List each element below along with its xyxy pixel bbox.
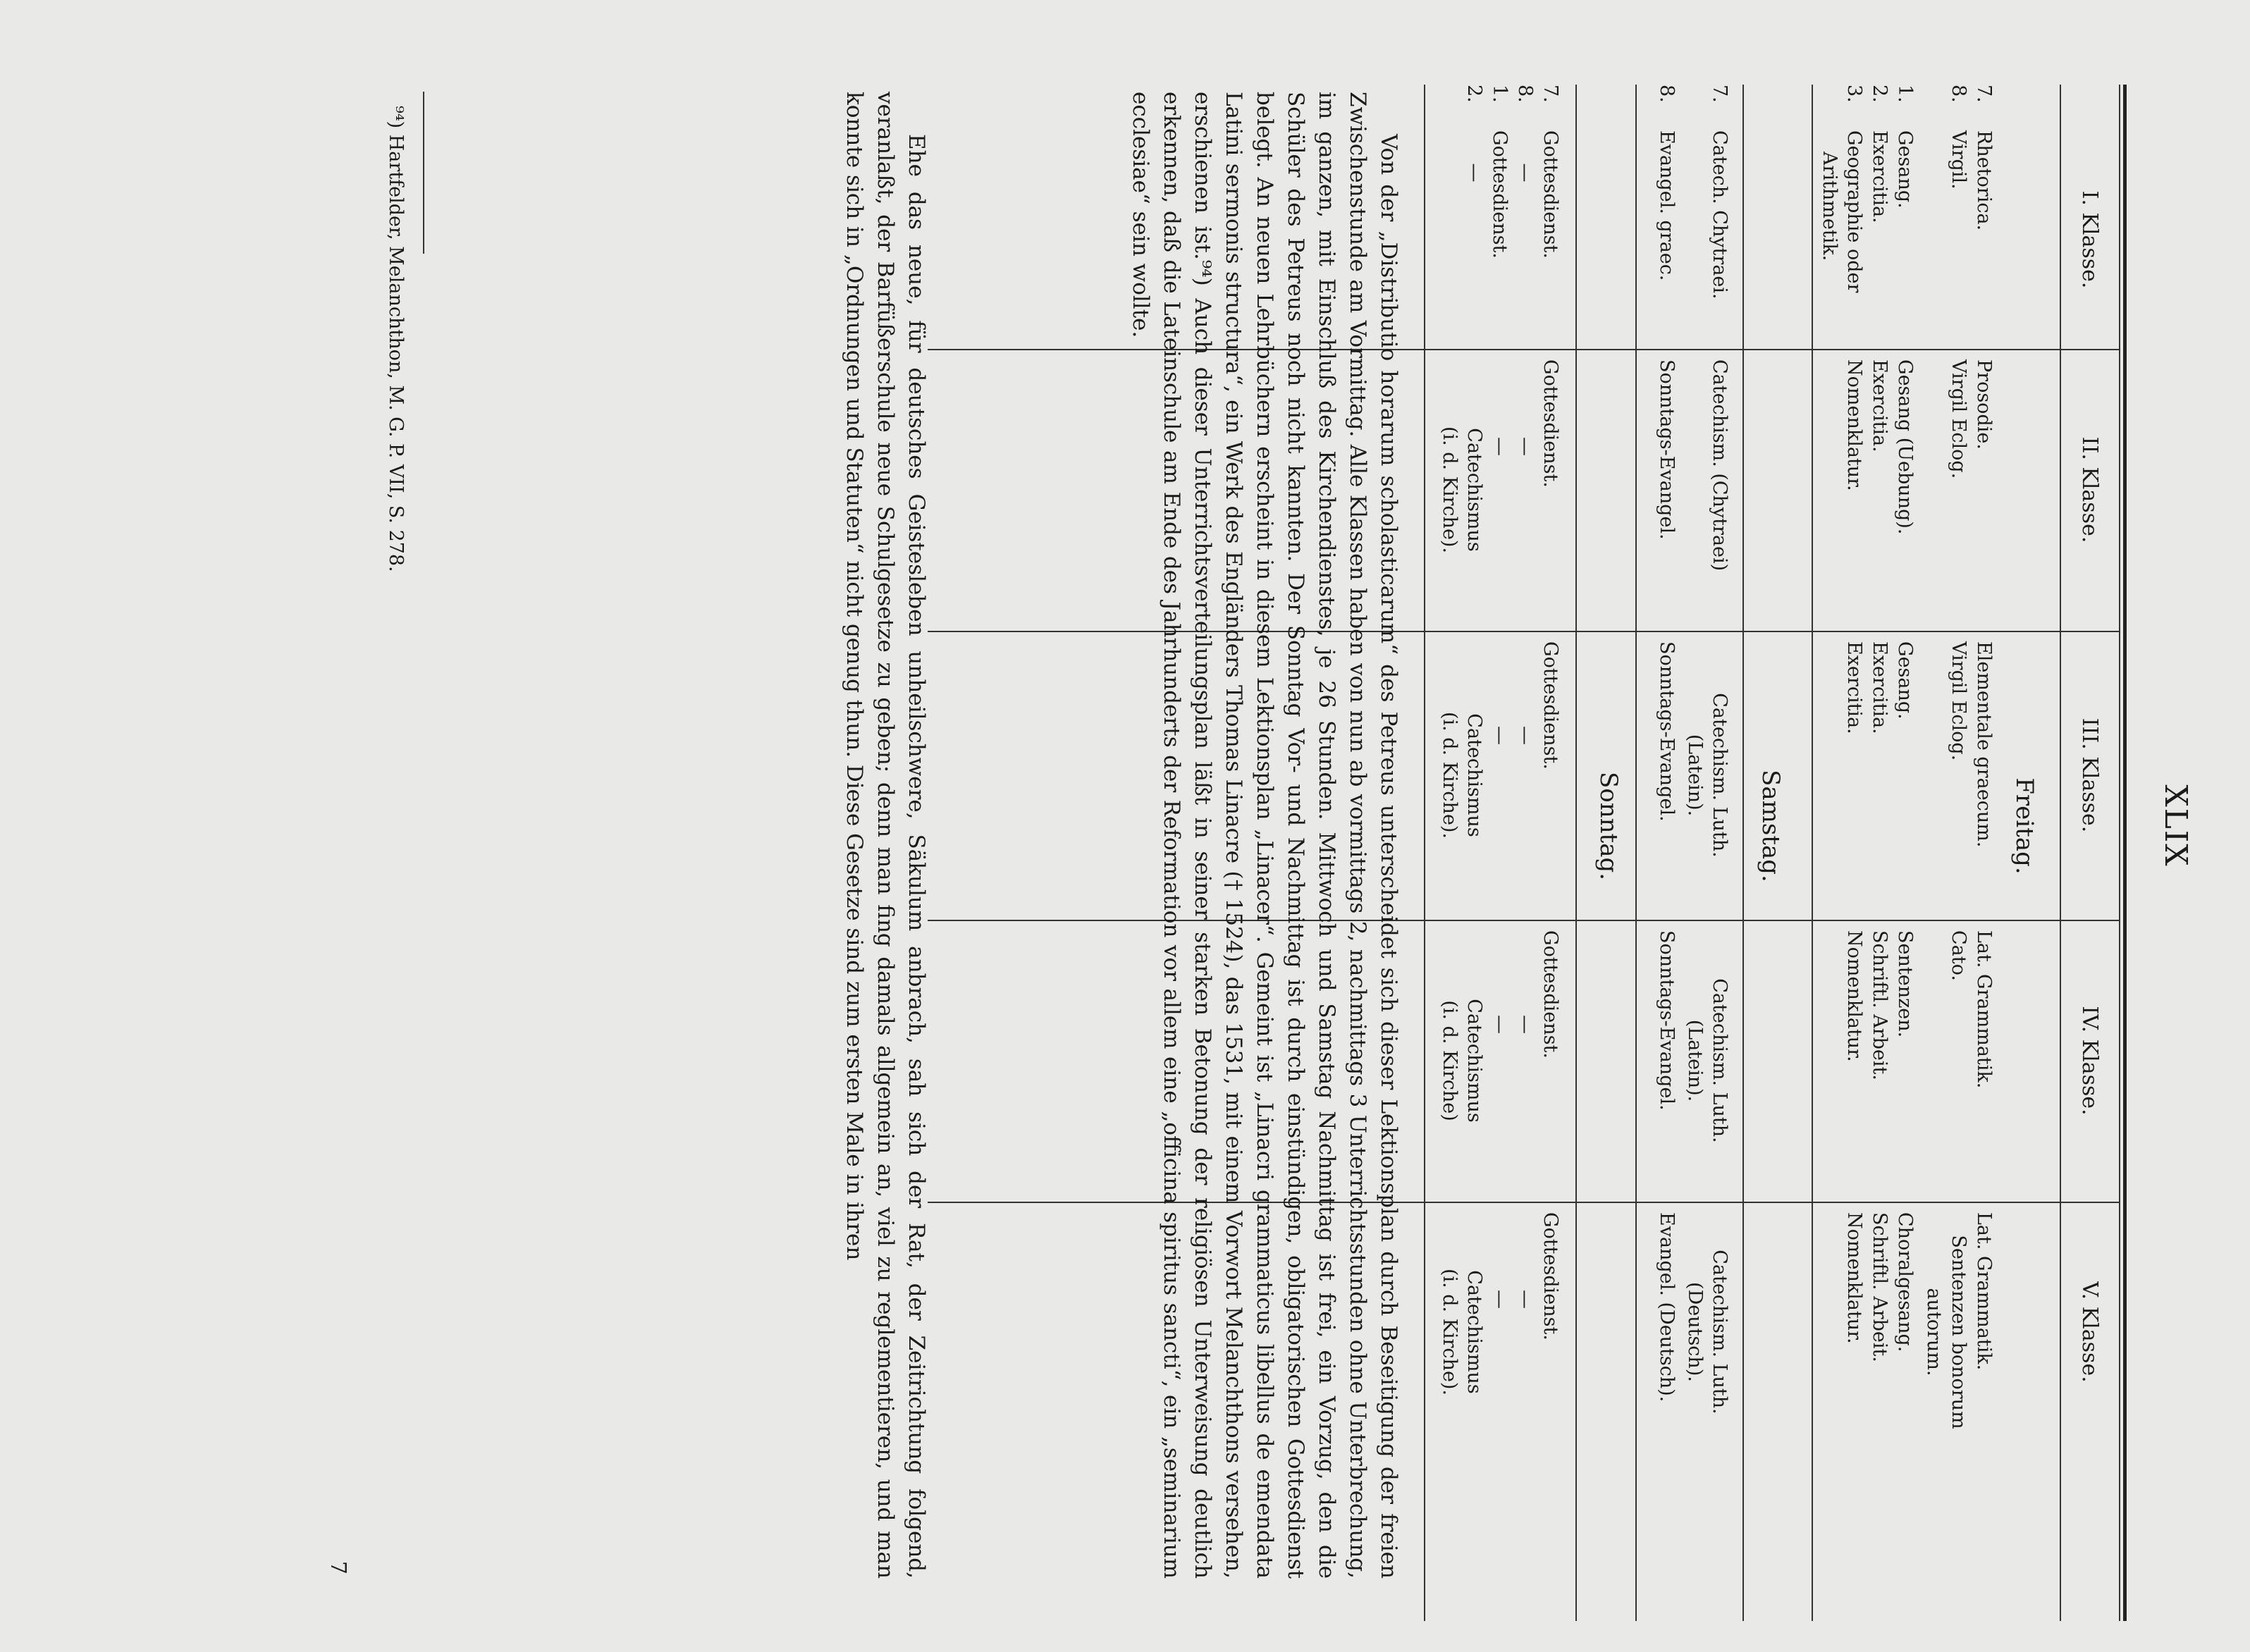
- day-title-sonntag: Sonntag.: [1594, 771, 1623, 881]
- table-cell: Catechism. (Chytraei): [1709, 359, 1730, 572]
- day-title-freitag: Freitag.: [2010, 777, 2039, 875]
- hour-label: 8.: [1948, 85, 1969, 103]
- table-cell: Lat. Grammatik.: [1973, 930, 1995, 1089]
- table-cell: —: [1489, 1015, 1511, 1034]
- column-separator: [928, 1202, 2119, 1203]
- table-cell: Gesang (Uebung).: [1894, 359, 1916, 535]
- cell-line: Catechism. Luth.: [1709, 978, 1730, 1143]
- table-cell: Rhetorica.: [1973, 130, 1995, 231]
- table-cell: Nomenklatur.: [1843, 930, 1865, 1062]
- table-cell: Gottesdienst.: [1539, 930, 1561, 1059]
- table-cell: Evangel. (Deutsch).: [1656, 1212, 1678, 1403]
- body-paragraph: Ehe das neue, für deutsches Geistesleben unheilschwere, Säkulum anbrach, sah sich der Rat, der Zeitrichtung folgend, veranlaßt, der Barfüßerschule neue Schulgesetze zu geben; denn man fing damals allgemein an, viel zu reglementieren, und man konnte sich in „Ordnungen und Statuten“ nicht genug thun. Diese Gesetze sind zum ersten Male in ihren: [842, 92, 929, 1579]
- cell-line: (i. d. Kirche).: [1439, 711, 1461, 839]
- table-cell: Gottesdienst.: [1539, 359, 1561, 488]
- cell-line: Catechismus: [1463, 713, 1485, 837]
- hour-label: 1.: [1894, 85, 1916, 103]
- table-cell: Exercitia.: [1869, 130, 1891, 223]
- table-cell: Exercitia.: [1869, 641, 1891, 734]
- table-cell: [1817, 130, 1867, 292]
- cell-line: Catechismus: [1463, 428, 1485, 552]
- section-rule: [1812, 85, 1813, 1621]
- section-rule: [1575, 85, 1577, 1621]
- header-class-3: III. Klasse.: [2077, 717, 2102, 833]
- cell-line: (i. d. Kirche).: [1439, 1268, 1461, 1396]
- table-cell: [1437, 634, 1487, 916]
- header-bottom-rule: [2060, 85, 2061, 1621]
- table-cell: —: [1463, 163, 1485, 183]
- cell-line: Geographie oder: [1843, 130, 1865, 293]
- cell-line: Catechismus: [1463, 1270, 1485, 1394]
- table-cell: Nomenklatur.: [1843, 359, 1865, 491]
- table-cell: —: [1514, 163, 1536, 183]
- cell-line: (Latein).: [1684, 734, 1706, 817]
- table-cell: —: [1514, 437, 1536, 456]
- cell-line: (i. d. Kirche).: [1439, 426, 1461, 554]
- table-cell: Lat. Grammatik.: [1973, 1212, 1995, 1371]
- table-cell: Exercitia.: [1843, 641, 1865, 734]
- hour-label: 8.: [1656, 85, 1678, 103]
- table-cell: —: [1489, 437, 1511, 456]
- table-cell: Catech. Chytraei.: [1709, 130, 1730, 300]
- header-class-1: I. Klasse.: [2077, 190, 2102, 289]
- header-class-2: II. Klasse.: [2077, 436, 2102, 543]
- table-cell: Schriftl. Arbeit.: [1869, 930, 1891, 1080]
- table-cell: Virgil Eclog.: [1948, 641, 1969, 761]
- table-cell: Sentenzen.: [1894, 930, 1916, 1038]
- table-cell: Gottesdienst.: [1539, 641, 1561, 770]
- table-cell: Virgil.: [1948, 130, 1969, 190]
- column-separator: [928, 631, 2119, 632]
- hour-label: 8.: [1514, 85, 1536, 103]
- cell-line: autorum.: [1923, 1288, 1945, 1376]
- table-cell: —: [1489, 1290, 1511, 1309]
- hour-label: 1.: [1489, 85, 1511, 103]
- table-top-rule: [2123, 85, 2127, 1621]
- table-cell: [1437, 352, 1487, 627]
- table-cell: Evangel. graec.: [1656, 130, 1678, 281]
- table-cell: [1683, 923, 1732, 1198]
- cell-line: Sentenzen bonorum: [1948, 1235, 1969, 1429]
- table-cell: Cato.: [1948, 930, 1969, 981]
- header-class-5: V. Klasse.: [2077, 1281, 2102, 1383]
- table-cell: Sonntags-Evangel.: [1656, 930, 1678, 1111]
- table-cell: Schriftl. Arbeit.: [1869, 1212, 1891, 1362]
- table-cell: —: [1514, 1290, 1536, 1309]
- cell-line: Catechism. Luth.: [1709, 693, 1730, 858]
- table-cell: Sonntags-Evangel.: [1656, 359, 1678, 540]
- cell-line: (i. d. Kirche): [1439, 1000, 1461, 1121]
- footnote-rule: [423, 92, 424, 254]
- table-top-rule-inner: [2119, 85, 2120, 1621]
- body-paragraph: Von der „Distributio horarum scholasticarum“ des Petreus unterscheidet sich dieser Lektionsplan durch Beseitigung der freien Zwischenstunde am Vormittag. Alle Klassen haben von nun ab vormittags 2, nachmittags 3 Unterrichtsstunden ohne Unterbrechung, im ganzen, mit Einschluß des Kirchendienstes, je 26 Stunden. Mittwoch und Samstag Nachmittag ist frei, ein Vorzug, den die Schüler des Petreus noch nicht kannten. Der Sonntag Vor- und Nachmittag ist durch einstündigen, obligatorischen Gottesdienst belegt. An neuen Lehrbüchern erscheint in diesem Lektionsplan „Linacer“. Gemeint ist „Linacri grammaticus libellus de emendata Latini sermonis structura“, ein Werk des Engländers Thomas Linacre († 1524), das 1531, mit einem Vorwort Melanchthons versehen, erschienen ist.⁹⁴) Auch dieser Unterrichtsverteilungsplan läßt in seiner starken Betonung der religiösen Unterweisung deutlich erkennen, daß die Lateinschule am Ende des Jahrhunderts der Reformation vor allem eine „officina spiritus sancti“, ein „seminarium ecclesiae“ sein wollte.: [1128, 92, 1401, 1579]
- table-cell: Gottesdienst.: [1489, 130, 1511, 259]
- table-cell: —: [1489, 726, 1511, 745]
- cell-line: Catechismus: [1463, 999, 1485, 1123]
- cell-line: (Latein).: [1684, 1019, 1706, 1102]
- table-cell: Choralgesang.: [1894, 1212, 1916, 1352]
- hour-label: 7.: [1709, 85, 1730, 103]
- table-cell: Prosodie.: [1973, 359, 1995, 450]
- table-cell: Gesang.: [1894, 130, 1916, 209]
- table-cell: —: [1514, 1015, 1536, 1034]
- footnote: ⁹⁴) Hartfelder, Melanchthon, M. G. P. VII, S. 278.: [385, 106, 407, 572]
- table-cell: Elementale graecum.: [1973, 641, 1995, 848]
- column-separator: [928, 349, 2119, 350]
- table-bottom-rule: [1424, 85, 1425, 1621]
- hour-label: 7.: [1539, 85, 1561, 103]
- table-cell: [1683, 634, 1732, 916]
- table-cell: [1437, 923, 1487, 1198]
- table-cell: [1437, 1205, 1487, 1459]
- section-rule: [1742, 85, 1744, 1621]
- table-cell: —: [1514, 726, 1536, 745]
- day-title-samstag: Samstag.: [1757, 770, 1785, 882]
- page-number: XLIX: [2158, 784, 2194, 868]
- table-cell: Virgil Eclog.: [1948, 359, 1969, 479]
- header-class-4: IV. Klasse.: [2077, 1006, 2102, 1116]
- hour-label: 7.: [1973, 85, 1995, 103]
- hour-label: 2.: [1869, 85, 1891, 103]
- hour-label: 3.: [1843, 85, 1865, 103]
- table-cell: Gottesdienst.: [1539, 130, 1561, 259]
- table-cell: Nomenklatur.: [1843, 1212, 1865, 1344]
- cell-line: (Deutsch).: [1684, 1282, 1706, 1382]
- table-cell: Gesang.: [1894, 641, 1916, 720]
- table-cell: Gottesdienst.: [1539, 1212, 1561, 1340]
- cell-line: Catechism. Luth.: [1709, 1250, 1730, 1414]
- section-rule: [1635, 85, 1637, 1621]
- table-cell: Exercitia.: [1869, 359, 1891, 452]
- hour-label: 2.: [1463, 85, 1485, 103]
- table-cell: Sonntags-Evangel.: [1656, 641, 1678, 822]
- cell-line: Arithmetik.: [1819, 152, 1840, 261]
- table-cell: [1683, 1205, 1732, 1459]
- table-cell: [1922, 1212, 1971, 1452]
- signature-mark: 7: [326, 1560, 350, 1574]
- column-separator: [928, 920, 2119, 921]
